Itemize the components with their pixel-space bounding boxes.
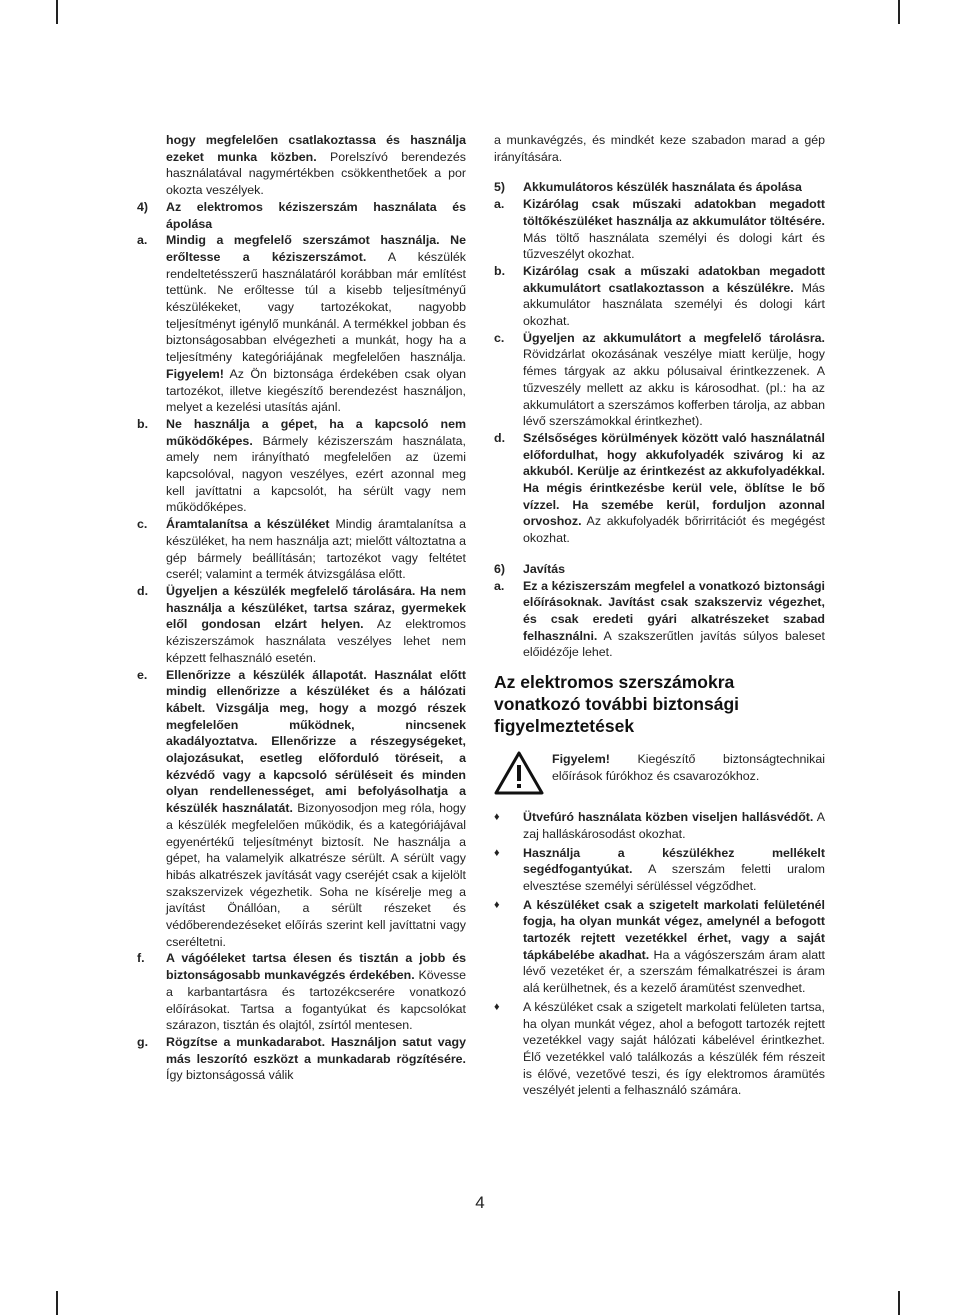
left-column: [137, 132, 466, 1084]
list-item-c: [137, 516, 466, 583]
item-marker: a.: [494, 197, 505, 212]
body-text: Más töltő használata személyi és dologi kárt és tűzveszélyt okozhat.: [523, 230, 825, 262]
section-5-heading: [494, 179, 825, 196]
page-number: 4: [475, 1193, 485, 1212]
section-marker: 5): [494, 180, 506, 195]
bold-text: Szélsőséges körülmények között való használatnál előfordulhat, hogy akkufolyadék szivárog ki az akkuból. Kerülje az érintkezést az akkufolyadékkal. Ha mégis érintkezésbe kerül vele, öblítse le bő vízzel. Ha szemébe kerül, forduljon azonnal orvoshoz.: [523, 430, 825, 529]
bold-text: Ügyeljen az akkumulátort a megfelelő tárolásra.: [523, 330, 825, 345]
body-text: Az akkufolyadék bőrirritációt és megégést okozhat.: [523, 514, 825, 546]
crop-mark: [56, 0, 58, 24]
safety-heading: Az elektromos szerszámokra vonatkozó további biztonsági figyelmeztetések: [494, 672, 740, 737]
body-text: Mindig áramtalanítsa a készüléket, ha nem használja azt; mielőtt változtatna a gép bármely beállításán; tartozékot vagy feltétet cserél; valamint a termék átvizsgálása előtt.: [166, 517, 466, 582]
list-item-d: [137, 583, 466, 667]
crop-mark: [56, 1291, 58, 1315]
list-item-a: [494, 196, 825, 263]
list-item-a: [137, 232, 466, 416]
diamond-bullet-icon: ♦: [494, 811, 500, 824]
list-item-b: [494, 263, 825, 330]
section-marker: 6): [494, 561, 506, 576]
bold-text: Figyelem!: [552, 752, 610, 767]
list-item-d: [494, 430, 825, 547]
item-marker: b.: [137, 416, 149, 431]
bold-text: hogy megfelelően csatlakoztassa és használja ezeket munka közben.: [166, 133, 466, 164]
bold-text: Ügyeljen a készülék megfelelő tárolására. Ha nem használja a készüléket, tartsa száraz, gyermekek elől gondosan elzárt helyen.: [166, 583, 466, 632]
bullet-list: [494, 809, 825, 1099]
item-text: [166, 950, 466, 1034]
crop-mark: [898, 0, 900, 24]
item-text: [166, 667, 466, 951]
section-marker: 4): [137, 199, 149, 214]
item-marker: a.: [494, 578, 505, 593]
bold-text: Figyelem!: [166, 366, 224, 381]
item-text: [166, 416, 466, 516]
diamond-bullet-icon: ♦: [494, 1000, 500, 1013]
body-text: Kiegészítő biztonságtechnikai előírások fúrókhoz és csavarozókhoz.: [552, 752, 825, 783]
body-text: Az elektromos kéziszerszámok használata veszélyes lehet nem képzett felhasználó esetén.: [166, 617, 466, 665]
body-text: Bármely kéziszerszám használata, amely nem irányítható megfelelően az üzemi kapcsolóval, nagyon veszélyes, ezért azonnal meg kell javíttatni a kapcsolót, ha sérült vagy nem működőképes.: [166, 433, 466, 515]
item-text: [523, 196, 825, 263]
list-item-e: [137, 667, 466, 951]
bullet-item: [494, 897, 825, 997]
item-text: [166, 583, 466, 667]
bold-text: Kizárólag csak a műszaki adatokban megadott akkumulátort csatlakoztasson a készülékre.: [523, 263, 825, 295]
item-text: [523, 430, 825, 547]
bold-text: A készüléket csak a szigetelt markolati felületénél fogja, ha olyan munkát végez, amelynél a befogott tartozék rejtett vezetékkel érhet, vagy a saját tápkábelébe akadhat.: [523, 897, 825, 962]
body-text: A zaj halláskárosodást okozhat.: [523, 810, 825, 841]
bold-text: Kizárólag csak műszaki adatokban megadott töltőkészüléket használja az akkumulátor töltésére.: [523, 197, 825, 228]
section-5-items: [494, 196, 825, 547]
item-marker: c.: [137, 517, 148, 532]
list-item-a: [494, 578, 825, 662]
warning-text: [552, 751, 825, 784]
item-marker: b.: [494, 263, 506, 278]
item-marker: d.: [137, 583, 149, 598]
body-text: Az Ön biztonsága érdekében csak olyan tartozékot, illetve kiegészítő berendezést használjon, melyet a kezelési utasítás ajánl.: [166, 366, 466, 415]
section-6-items: [494, 578, 825, 662]
bold-text: A vágóéleket tartsa élesen és tisztán a jobb és biztonságosabb munkavégzés érdekében.: [166, 951, 466, 983]
item-marker: d.: [494, 430, 506, 445]
body-text: Kövesse a karbantartásra és tartozékcserére vonatkozó előírásokat. Tartsa a fogantyúkat és kapcsolókat szárazon, tisztán és olajtól, zsírtól mentesen.: [166, 968, 467, 1033]
section-title: Akkumulátoros készülék használata és ápolása: [523, 180, 802, 195]
item-text: [166, 516, 466, 583]
continuation-text: a munkavégzés, és mindkét keze szabadon marad a gép irányítására.: [494, 133, 825, 164]
bold-text: Ellenőrizze a készülék állapotát. Használat előtt mindig ellenőrizze a készüléket és a hálózati kábelt. Vizsgálja meg, hogy a mozgó részek megfelelően működnek, nincsenek akadályoztatva. Ellenőrizze a részegységeket, olajozásukat, esetleg előforduló töréseit, a kézvédő vagy a kapcsoló sérüléseit és minden olyan rendellenességet, ami befolyásolhatja a készülék használatát.: [166, 667, 466, 816]
bullet-text: [523, 845, 825, 895]
body-text: Porelszívó berendezés használatával nagymértékben csökkenthetőek a por okozta veszélyek.: [166, 149, 466, 198]
body-text: Más akkumulátor használata személyi és dologi kárt okozhat.: [523, 280, 825, 329]
list-item-g: [137, 1034, 466, 1084]
item-text: [166, 1034, 466, 1084]
body-text: Ha a vágószerszám áram alatt lévő vezetéket ér, a szerszám fémalkatrészei is áram alá kerülhetnek, és a kezelő áramütést szenvedhet.: [523, 947, 825, 996]
bold-text: Ne használja a gépet, ha a kapcsoló nem működőképes.: [166, 416, 466, 448]
warning-triangle-icon: [494, 751, 544, 795]
body-text: A szerszám feletti uralom elvesztése személyi sérüléssel végződhet.: [523, 862, 825, 893]
warning-box: [494, 751, 825, 795]
list-item-c: [494, 330, 825, 430]
bullet-text: [523, 897, 825, 997]
item-text: [523, 330, 825, 430]
bullet-text: [523, 809, 825, 842]
section-4-heading: [137, 199, 466, 232]
list-item-f: [137, 950, 466, 1034]
section-6-heading: [494, 561, 825, 578]
body-text: A készülék rendeltetésszerű használatáról korábban már említést tettünk. Ne erőltesse túl a kisebb teljesítményű készülékeket, vagy tartozékokat, nagyobb teljesítményt igénylő munkánál. A termékkel jobban és biztonságosabban elvégezheti a munkát, hogy ha a teljesítmény kategóriájának megfelelően használja.: [166, 249, 466, 365]
right-column: [494, 132, 825, 1101]
bold-text: Rögzítse a munkadarabot. Használjon satut vagy más leszorító eszközt a munkadarab rögzítésére.: [166, 1034, 466, 1066]
section-title: Az elektromos kéziszerszám használata és ápolása: [166, 199, 466, 231]
intro-text: [166, 132, 466, 199]
item-marker: g.: [137, 1034, 149, 1049]
bold-text: Ez a kéziszerszám megfelel a vonatkozó biztonsági előírásoknak. Javítást csak szakszerviz végezhet, és csak eredeti gyári alkatrészeket szabad felhasználni.: [523, 578, 825, 643]
bullet-item: [494, 845, 825, 895]
item-marker: a.: [137, 233, 148, 248]
section-4-items: [137, 232, 466, 1084]
bold-text: Használja a készülékhez mellékelt segédfogantyúkat.: [523, 845, 825, 877]
item-text: [523, 578, 825, 662]
body-text: Rövidzárlat okozásának veszélye miatt kerülje, hogy fémes tárgyak az akku pólusaival érintkezzenek. A tűzveszély mellett az akku is károsodhat. (pl.: ha az akkumulátort a szerszámos kofferben tárolja, az abban lévő szerszámokkal érintkezhet).: [523, 347, 825, 429]
bold-text: Ütvefúró használata közben viseljen hallásvédőt.: [523, 810, 814, 825]
crop-mark: [898, 1291, 900, 1315]
bold-text: Mindig a megfelelő szerszámot használja. Ne erőltesse a kéziszerszámot.: [166, 233, 466, 264]
item-text: [166, 232, 466, 416]
section-title: Javítás: [523, 561, 566, 576]
bullet-item: [494, 999, 825, 1099]
item-marker: e.: [137, 667, 148, 682]
body-text: A készüléket csak a szigetelt markolati felületen tartsa, ha olyan munkát végez, ahol a befogott tartozék rejtett vezetékkel vagy saját hálózati kábelével érintkezhet. Élő vezetékkel való találkozás a készülék fém részeit is élővé, vezetővé teszi, és így elektromos áramütés veszélyét jelenti a felhasználó számára.: [523, 999, 825, 1098]
body-text: A szakszerűtlen javítás súlyos baleset előidézője lehet.: [523, 628, 825, 660]
diamond-bullet-icon: ♦: [494, 846, 500, 859]
list-item-b: [137, 416, 466, 516]
item-text: [523, 263, 825, 330]
diamond-bullet-icon: ♦: [494, 898, 500, 911]
bullet-text: [523, 999, 825, 1099]
bullet-item: [494, 809, 825, 842]
bold-text: Áramtalanítsa a készüléket: [166, 517, 330, 532]
body-text: Bizonyosodjon meg róla, hogy a készülék megfelelően működik, és a kategóriájával egyenértékű teljesítményt biztosít. Ne használja a gépet, ha valamelyik alkatrésze sérült. A sérült vagy hibás alkatrészek javítását vagy cseréjét csak a kijelölt szakszervizek végezhetik. Soha ne kísérelje meg a javítást Önállóan, a sérült részeket és védőberendezéseket előírás szerint kell javíttatni vagy cseréltetni.: [166, 801, 466, 949]
item-marker: c.: [494, 330, 505, 345]
item-marker: f.: [137, 951, 145, 966]
intro-paragraph: [137, 132, 466, 199]
body-text: Így biztonságossá válik: [166, 1068, 294, 1083]
